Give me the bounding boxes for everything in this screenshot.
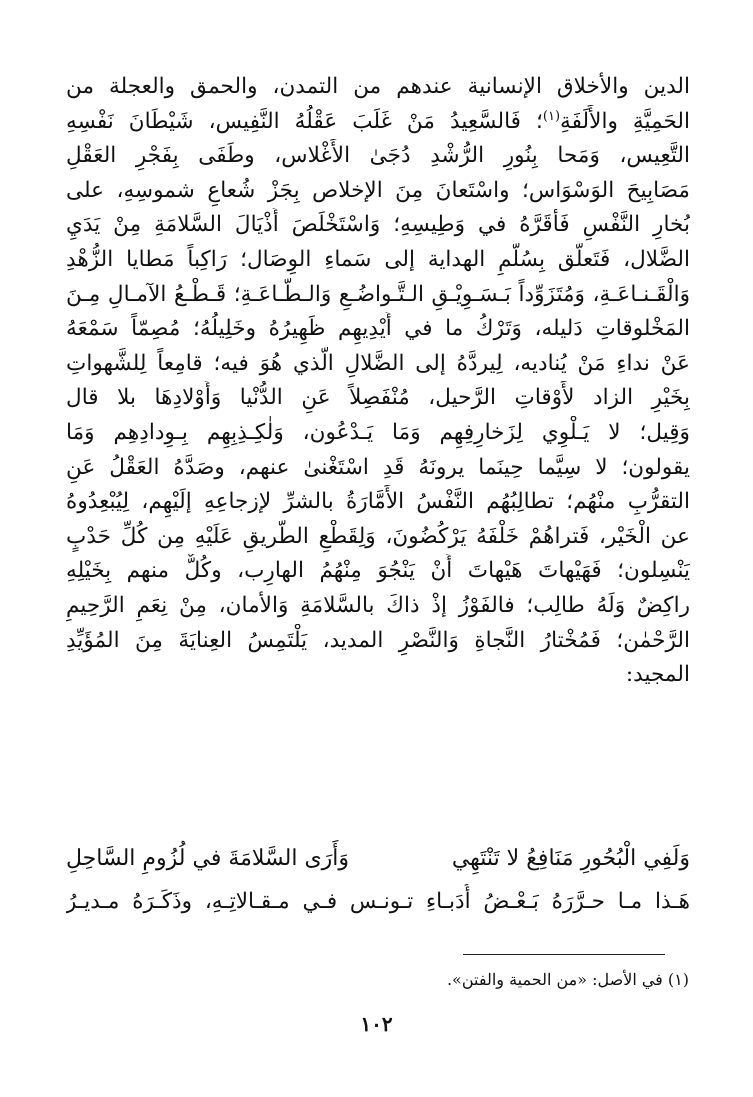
text-line: المَخْلوقاتِ دَليله، وَتَرْكُ ما في أَيْدِيهِم ظَهِيرُهُ وخَلِيلُهُ؛ مُصِمّاً سَمْعَهُ — [66, 316, 690, 342]
footnote-separator — [463, 954, 665, 955]
text-line-after-verse: هَـذا مـا حـرَّرَهُ بَـعْـضُ أُدَبـاءِ تـونـس فـي مـقـالاتِـهِ، وذَكَـرَهُ مـديـرُ — [66, 889, 690, 914]
text-line: المجيد: — [625, 662, 690, 688]
text-fragment: الحَمِيَّةِ والأَلَفَةِ — [560, 108, 690, 134]
text-line: وَقِيل؛ لا يَـلْوِي لِزَخارِفِهِم وَمَا يَـدْعُون، وَلٰكِـذِبِهِم بِـوِدادِهِم وَمَا — [66, 419, 690, 445]
text-line: عَنْ نداءِ مَنْ يُناديه، لِيردَّهُ إلى الضَّلالِ الَّذي هُوَ فيه؛ قامِعاً لِلشَّهواتِ — [66, 350, 690, 376]
text-line: عن الْخَيْر، فَتراهُمْ خَلْفَهُ يَرْكُضُونَ، وَلِقَطْعِ الطَّريقِ عَلَيْهِ مِن كُلِّ حَدْبٍ — [66, 523, 690, 549]
footnote-marker: (١) — [542, 108, 561, 124]
text-line — [66, 105, 690, 140]
text-line: يَنْسِلون؛ فَهَيْهاتَ هَيْهاتَ أَنْ يَنْجُوَ مِنْهُمُ الهارِب، وكُلٌّ منهم بِخَيْلِهِ — [66, 558, 690, 584]
text-line: بِخَيْرِ الزاد لأَوْقاتِ الرَّحيل، مُنْفَصِلاً عَنِ الدُّنْيا وَأَوْلادِهَا بلا قال — [66, 385, 690, 411]
text-line: يقولون؛ لا سِيَّما حِينَما يرونَهُ قَدِ اسْتَغْنىٰ عنهم، وصَدَّهُ العَقْلُ عَنِ — [66, 454, 690, 480]
text-line: الرَّحْمٰن؛ فَمُخْتارُ النَّجاةِ وَالنَّصْرِ المديد، يَلْتَمِسُ العِنايَةَ مِنَ المُؤَيِّدِ — [66, 627, 690, 653]
text-line: الضَّلال، فَتَعلَّق بِسُلَّمِ الهداية إلى سَماءِ الوِصَال؛ رَاكِباً مَطايا الزُّهْدِ — [66, 246, 690, 272]
text-line: التَّعِيس، وَمَحا بِنُورِ الرُّشْدِ دُجَىٰ الأَغْلاس، وطَفَى بِفَجْرِ العَقْلِ — [66, 143, 690, 169]
verse-second-hemistich: وَأَرَى السَّلامَةَ في لُزُومِ السَّاحِلِ — [66, 846, 350, 871]
main-paragraph — [66, 70, 690, 693]
page-number: ١٠٢ — [360, 1012, 393, 1036]
text-line: الدين والأخلاق الإنسانية عندهم من التمدن، والحمق والعجلة من — [66, 74, 690, 99]
footnote: (١) في الأصل: «من الحمية والفتن». — [446, 970, 689, 989]
text-line: مَصَابِيحَ الوَسْوَاس؛ واسْتَعانَ مِنَ الإخلاص بِجَزْ شُعاعِ شموسِهِ، على — [66, 177, 690, 203]
text-fragment: ؛ فَالسَّعِيدُ مَنْ غَلَبَ عَقْلُهُ النَّفِيس، شَيْطَانَ نَفْسِهِ — [66, 108, 543, 134]
text-line: التقرُّبِ منْهُم؛ تطالِبُهُم النَّفْسُ الأَمَّارَةُ بالشرِّ لإزجاعِهِ إلَيْهِم، لِيُبْعِدُوهُ — [66, 489, 690, 515]
poetry-verse — [66, 840, 690, 878]
verse-first-hemistich: وَلَفِي الْبُحُورِ مَنَافِعُ لا تَنْتَهِي — [451, 846, 690, 871]
text-line: بُخارِ النَّفْسِ فَأَقَرَّهُ في وَطِيسِهِ؛ وَاسْتَخْلَصَ أَذْيَالَ السَّلامَةِ مِنْ يَدَيِ — [66, 212, 690, 238]
text-line: راكِضٌ وَلَهُ طالِب؛ فالفَوْزُ إذْ ذاكَ بالسَّلامَةِ وَالأمان، مِنْ نِعَمِ الرَّحِيمِ — [66, 592, 690, 618]
text-line: وَالْقَـنـاعَـةِ، وَمُتَزَوِّداً بَـسَـوِيْـقِ الـتَّـواضُـعِ وَالـطَّـاعَـةِ؛ قَـطْـعُ الآمـالِ مِـنَ — [66, 281, 690, 307]
